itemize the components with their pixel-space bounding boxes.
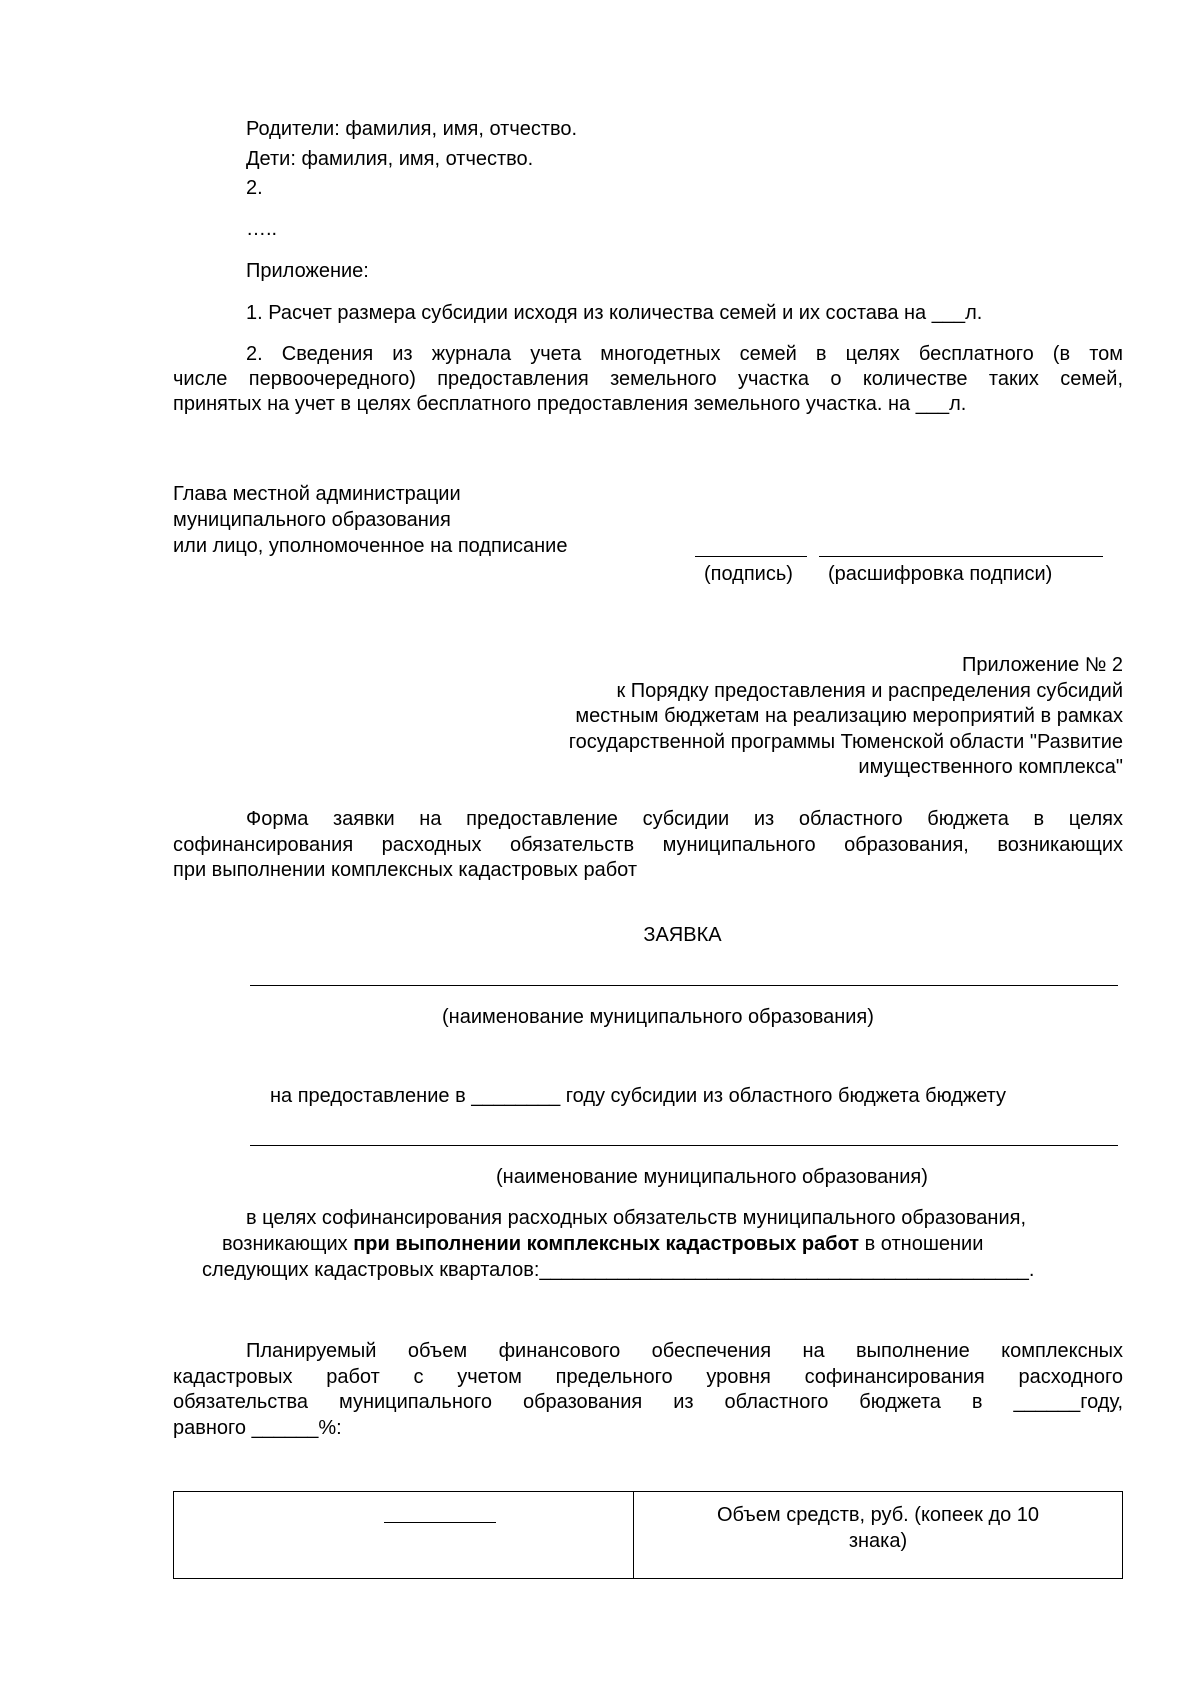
- purpose-line-2: [222, 1231, 983, 1257]
- table-cell-amount-header: [634, 1492, 1122, 1578]
- purpose-line-2-end: в отношении: [859, 1233, 984, 1255]
- purpose-line-3: следующих кадастровых кварталов:____________________________________________.: [202, 1259, 1035, 1281]
- attachment-label: Приложение:: [246, 260, 369, 282]
- appendix-line-5: имущественного комплекса": [858, 756, 1123, 778]
- form-description-line-2: софинансирования расходных обязательств муниципального образования, возникающих: [173, 834, 1123, 856]
- signature-caption: (подпись): [704, 563, 793, 585]
- municipality-caption-2: (наименование муниципального образования): [496, 1166, 928, 1188]
- parents-line: Родители: фамилия, имя, отчество.: [246, 118, 578, 140]
- signature-decode-line: [819, 556, 1103, 557]
- purpose-line-2-bold: при выполнении комплексных кадастровых работ: [353, 1233, 860, 1255]
- signature-decode-caption: (расшифровка подписи): [828, 563, 1053, 585]
- attachment-item-2-line-3: принятых на учет в целях бесплатного предоставления земельного участка. на ___л.: [173, 393, 967, 415]
- amount-header-line-1: Объем средств, руб. (копеек до 10: [716, 1504, 1040, 1526]
- appendix-line-1: Приложение № 2: [962, 654, 1123, 676]
- planned-line-4: равного ______%:: [173, 1417, 342, 1439]
- form-description-line-1: Форма заявки на предоставление субсидии из областного бюджета в целях: [246, 808, 1123, 830]
- attachment-item-2-line-2: числе первоочередного) предоставления земельного участка о количестве таких семей,: [173, 368, 1123, 390]
- municipality-name-line-2: [250, 1145, 1118, 1146]
- planned-line-2: кадастровых работ с учетом предельного уровня софинансирования расходного: [173, 1366, 1123, 1388]
- table-blank-line: [384, 1522, 496, 1523]
- municipality-name-line-1: [250, 985, 1118, 986]
- head-title-line-2: муниципального образования: [173, 509, 451, 531]
- attachment-item-2-line-1: 2. Сведения из журнала учета многодетных семей в целях бесплатного (в том: [246, 343, 1123, 365]
- head-title-line-3: или лицо, уполномоченное на подписание: [173, 535, 568, 557]
- provision-line: на предоставление в ________ году субсидии из областного бюджета бюджету: [270, 1085, 1007, 1107]
- funding-table: [173, 1491, 1123, 1579]
- purpose-line-2-start: возникающих: [222, 1233, 354, 1255]
- signature-line: [695, 556, 807, 557]
- attachment-item-1: 1. Расчет размера субсидии исходя из количества семей и их состава на ___л.: [246, 302, 983, 324]
- head-title-line-1: Глава местной администрации: [173, 483, 461, 505]
- application-title: ЗАЯВКА: [643, 924, 722, 946]
- appendix-line-2: к Порядку предоставления и распределения субсидий: [616, 680, 1123, 702]
- item-number-2: 2.: [246, 177, 263, 199]
- appendix-line-4: государственной программы Тюменской области "Развитие: [568, 731, 1123, 753]
- municipality-caption-1: (наименование муниципального образования): [442, 1006, 874, 1028]
- amount-header-line-2: знака): [848, 1530, 908, 1552]
- ellipsis-line: …..: [246, 218, 278, 240]
- planned-line-1: Планируемый объем финансового обеспечения на выполнение комплексных: [246, 1340, 1123, 1362]
- planned-line-3: обязательства муниципального образования из областного бюджета в ______году,: [173, 1391, 1123, 1413]
- form-description-line-3: при выполнении комплексных кадастровых работ: [173, 859, 638, 881]
- table-cell-blank: [174, 1492, 634, 1578]
- appendix-line-3: местным бюджетам на реализацию мероприятий в рамках: [575, 705, 1123, 727]
- purpose-line-1: в целях софинансирования расходных обязательств муниципального образования,: [246, 1207, 1027, 1229]
- children-line: Дети: фамилия, имя, отчество.: [246, 148, 534, 170]
